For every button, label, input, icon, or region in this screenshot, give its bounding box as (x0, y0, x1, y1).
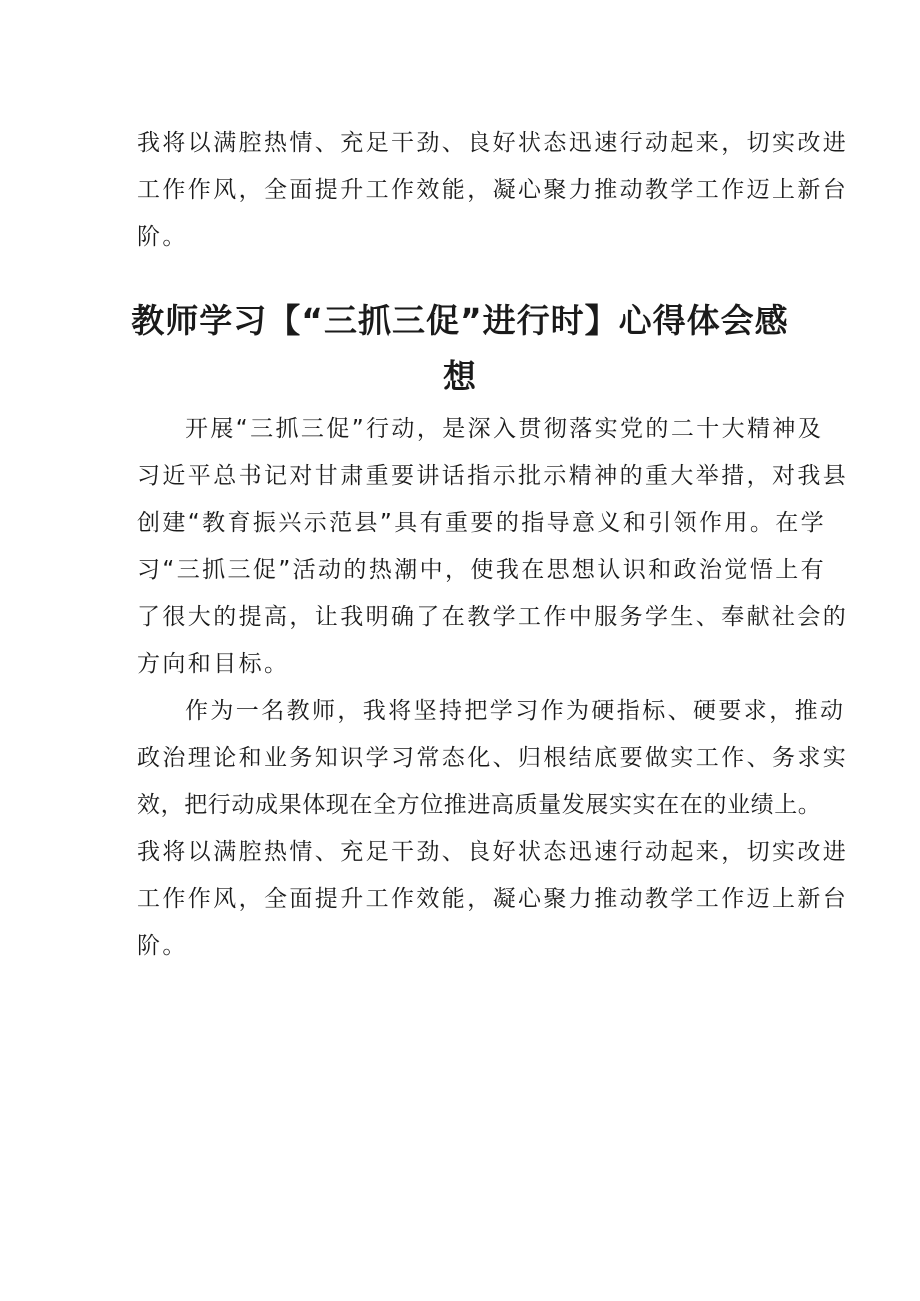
paragraph-line: 工作作风，全面提升工作效能，凝心聚力推动教学工作迈上新台 (137, 177, 849, 203)
paragraph-line: 创建“教育振兴示范县”具有重要的指导意义和引领作用。在学 (137, 510, 827, 536)
article-body (137, 406, 849, 970)
body-paragraph-1 (137, 406, 849, 688)
paragraph-line: 阶。 (137, 933, 188, 959)
title-line: 想 (443, 357, 477, 396)
paragraph-line: 我将以满腔热情、充足干劲、良好状态迅速行动起来，切实改进 (137, 130, 849, 156)
paragraph-line: 习“三抓三促”活动的热潮中，使我在思想认识和政治觉悟上有 (137, 557, 827, 583)
paragraph-line: 政治理论和业务知识学习常态化、归根结底要做实工作、务求实 (137, 745, 849, 771)
paragraph-line: 方向和目标。 (137, 651, 290, 677)
paragraph-line: 习近平总书记对甘肃重要讲话指示批示精神的重大举措，对我县 (137, 463, 849, 489)
paragraph-line: 作为一名教师，我将坚持把学习作为硬指标、硬要求，推动 (185, 698, 846, 724)
paragraph-line: 开展“三抓三促”行动，是深入贯彻落实党的二十大精神及 (185, 416, 824, 442)
paragraph-line: 我将以满腔热情、充足干劲、良好状态迅速行动起来，切实改进 (137, 839, 849, 865)
paragraph-line: 效，把行动成果体现在全方位推进高质量发展实实在在的业绩上。 (137, 792, 822, 818)
article-title (120, 293, 800, 405)
paragraph-line: 工作作风，全面提升工作效能，凝心聚力推动教学工作迈上新台 (137, 886, 849, 912)
body-paragraph-2 (137, 688, 849, 970)
paragraph-line: 阶。 (137, 224, 188, 250)
paragraph-line: 了很大的提高，让我明确了在教学工作中服务学生、奉献社会的 (137, 604, 849, 630)
title-line: 教师学习【“三抓三促”进行时】心得体会感 (131, 301, 789, 340)
continued-paragraph (137, 120, 849, 261)
